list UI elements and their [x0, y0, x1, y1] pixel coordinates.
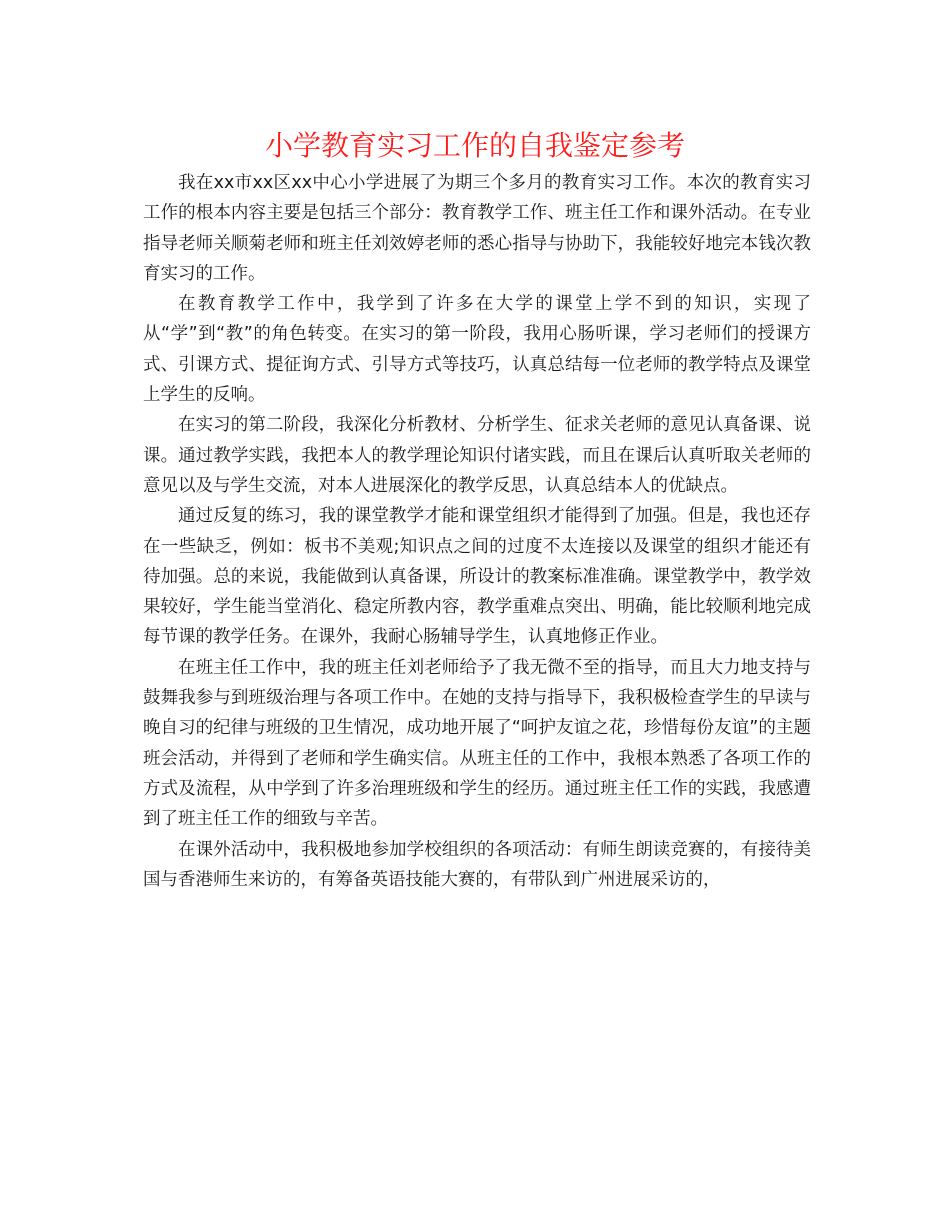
document-body	[143, 168, 811, 895]
paragraph-teaching: 在教育教学工作中，我学到了许多在大学的课堂上学不到的知识，实现了从“学”到“教”的角色转变。在实习的第一阶段，我用心肠听课，学习老师们的授课方式、引课方式、提征询方式、引导方式等技巧，认真总结每一位老师的教学特点及课堂上学生的反响。	[143, 294, 811, 406]
document-title: 小学教育实习工作的自我鉴定参考	[264, 129, 685, 162]
paragraph-intro: 我在xx市xx区xx中心小学进展了为期三个多月的教育实习工作。本次的教育实习工作的根本内容主要是包括三个部分：教育教学工作、班主任工作和课外活动。在专业指导老师关顺菊老师和班主任刘效婷老师的悉心指导与协助下，我能较好地完本钱次教育实习的工作。	[143, 173, 811, 284]
paragraph-practice: 通过反复的练习，我的课堂教学才能和课堂组织才能得到了加强。但是，我也还存在一些缺乏，例如：板书不美观;知识点之间的过度不太连接以及课堂的组织才能还有待加强。总的来说，我能做到认真备课，所设计的教案标准准确。课堂教学中，教学效果较好，学生能当堂消化、稳定所教内容，教学重难点突出、明确，能比较顺利地完成每节课的教学任务。在课外，我耐心肠辅导学生，认真地修正作业。	[143, 506, 811, 648]
paragraph-second-stage: 在实习的第二阶段，我深化分析教材、分析学生、征求关老师的意见认真备课、说课。通过教学实践，我把本人的教学理论知识付诸实践，而且在课后认真听取关老师的意见以及与学生交流，对本人进展深化的教学反思，认真总结本人的优缺点。	[143, 415, 811, 496]
paragraph-head-teacher: 在班主任工作中，我的班主任刘老师给予了我无微不至的指导，而且大力地支持与鼓舞我参与到班级治理与各项工作中。在她的支持与指导下，我积极检查学生的早读与晚自习的纪律与班级的卫生情况，成功地开展了“呵护友谊之花，珍惜每份友谊”的主题班会活动，并得到了老师和学生确实信。从班主任的工作中，我根本熟悉了各项工作的方式及流程，从中学到了许多治理班级和学生的经历。通过班主任工作的实践，我感遭到了班主任工作的细致与辛苦。	[143, 657, 811, 830]
paragraph-extracurricular: 在课外活动中，我积极地参加学校组织的各项活动：有师生朗读竞赛的，有接待美国与香港师生来访的，有筹备英语技能大赛的，有带队到广州进展采访的，	[143, 839, 811, 890]
